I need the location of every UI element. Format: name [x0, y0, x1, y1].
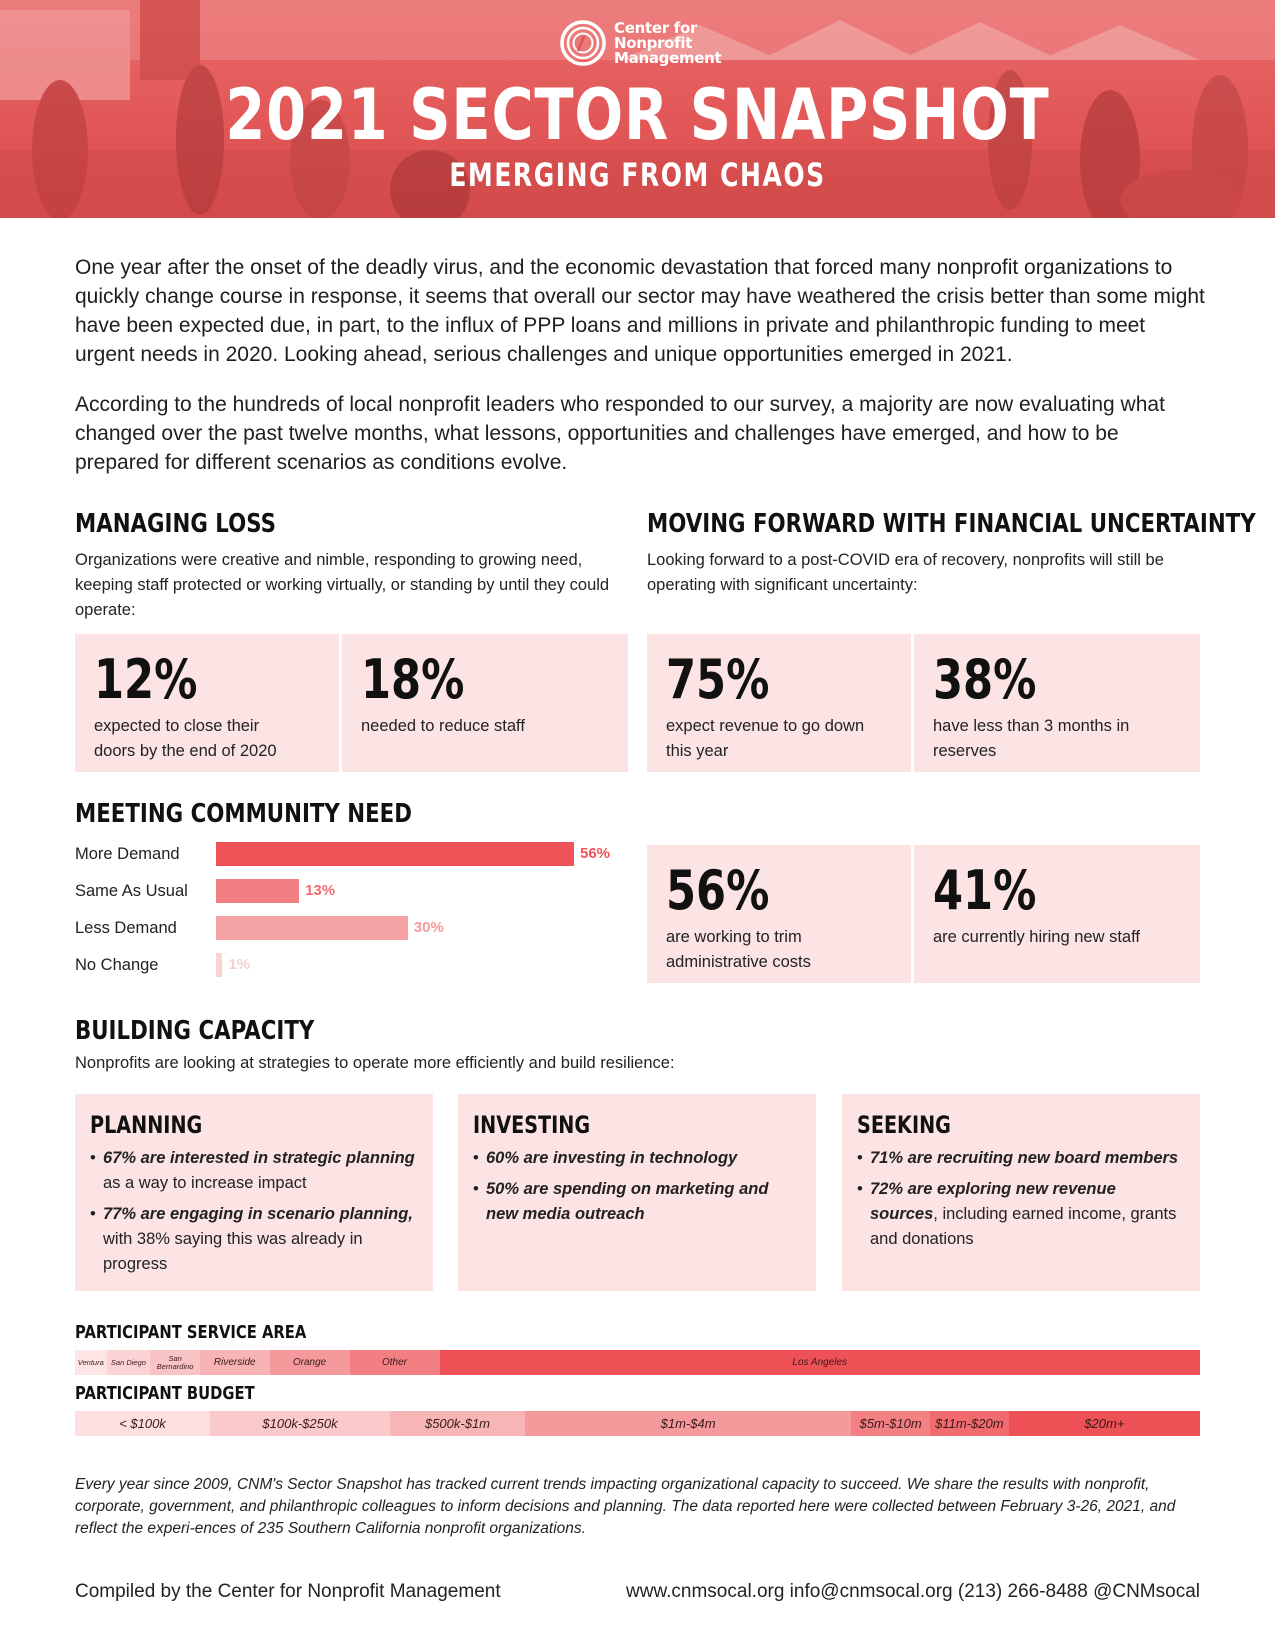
strip-segment-label: $5m-$10m [859, 1416, 922, 1431]
chart-row [75, 914, 635, 942]
item-highlight: 60% are investing in technology [486, 1149, 738, 1167]
card-list [857, 1146, 1182, 1252]
stat-value: 38% [933, 648, 1037, 711]
compiled-by: Compiled by the Center for Nonprofit Management [75, 1581, 501, 1602]
strip-segment-label: $20m+ [1084, 1416, 1125, 1431]
strip-segment [150, 1350, 200, 1375]
stat-label: are currently hiring new staff [933, 928, 1140, 946]
strip-segment-label: $11m-$20m [935, 1416, 1004, 1431]
strip-segment-label: San Bernardino [156, 1353, 194, 1371]
stat-box [914, 634, 1200, 772]
chart-bar [216, 916, 408, 940]
strip-segment-label: San Diego [110, 1357, 146, 1367]
intro-paragraph-1: One year after the onset of the deadly virus, and the economic devastation that forced many nonprofit organizations to quickly change course in response, it seems that overall our sector may have weathered the crisis better than some might have been expected due, in part, to the influx of PPP loans and millions in private and philanthropic funding to meet urgent needs in 2020. Looking ahead, serious challenges and unique opportunities emerged in 2021. [75, 256, 1205, 366]
item-highlight: 77% are engaging in scenario planning, [103, 1205, 413, 1223]
budget-heading: PARTICIPANT BUDGET [75, 1383, 255, 1404]
strip-segment [1009, 1411, 1200, 1436]
strip-segment-label: $1m-$4m [660, 1416, 716, 1431]
building-capacity-heading: BUILDING CAPACITY [75, 1016, 315, 1046]
list-item [857, 1177, 1182, 1252]
strip-segment-label: Ventura [77, 1357, 104, 1367]
chart-category-label: Same As Usual [75, 882, 188, 900]
capacity-card-investing [458, 1094, 816, 1291]
capacity-card-seeking [842, 1094, 1200, 1291]
list-item [90, 1202, 415, 1277]
chart-category-label: More Demand [75, 845, 180, 863]
card-list [473, 1146, 798, 1227]
item-text: , including earned income, grants and donations [870, 1205, 1177, 1248]
strip-segment [107, 1350, 151, 1375]
page-title: 2021 SECTOR SNAPSHOT [225, 74, 1050, 156]
cnm-logo-icon [558, 18, 608, 68]
stat-value: 12% [94, 648, 198, 711]
card-title: INVESTING [473, 1111, 591, 1139]
strip-segment-label: Orange [292, 1357, 327, 1368]
community-need-bar-chart [75, 840, 635, 990]
page-subtitle: EMERGING FROM CHAOS [449, 156, 826, 194]
chart-value-label: 13% [305, 882, 336, 899]
strip-segment-label: Los Angeles [792, 1357, 848, 1368]
building-capacity-description: Nonprofits are looking at strategies to operate more efficiently and build resilience: [75, 1054, 675, 1072]
chart-category-label: Less Demand [75, 919, 177, 937]
strip-segment-label: Riverside [213, 1357, 256, 1368]
strip-segment-label: < $100k [119, 1416, 166, 1431]
list-item [857, 1146, 1182, 1171]
managing-loss-heading: MANAGING LOSS [75, 509, 276, 539]
logo-line: Management [614, 48, 722, 67]
item-highlight: 71% are recruiting new board members [870, 1149, 1179, 1167]
strip-segment [350, 1350, 440, 1375]
strip-segment [75, 1350, 107, 1375]
strip-segment [270, 1350, 350, 1375]
budget-strip [75, 1411, 1200, 1436]
logo-line: Nonprofit [614, 33, 693, 52]
managing-loss-description: Organizations were creative and nimble, responding to growing need, keeping staff protected or working virtually, or standing by until they could operate: [75, 551, 610, 619]
list-item [473, 1146, 798, 1171]
item-text: as a way to increase impact [103, 1174, 307, 1192]
logo-wordmark [614, 18, 722, 67]
chart-row [75, 877, 635, 905]
cnm-logo [558, 18, 721, 68]
list-item [90, 1146, 415, 1196]
item-text: with 38% saying this was already in progress [103, 1230, 363, 1273]
methodology-note: Every year since 2009, CNM's Sector Snapshot has tracked current trends impacting organizational capacity to succeed. We share the results with nonprofit, corporate, government, and philanthropic colleagues to inform decisions and planning. The data reported here were collected between February 3-26, 2021, and reflect the experi-ences of 235 Southern California nonprofit organizations. [75, 1476, 1176, 1537]
chart-bar [216, 842, 574, 866]
chart-bar [216, 953, 222, 977]
stat-label: needed to reduce staff [361, 717, 525, 735]
list-item [473, 1177, 798, 1227]
stat-box [914, 845, 1200, 983]
stat-value: 75% [666, 648, 770, 711]
logo-line: Center for [614, 18, 698, 37]
card-list [90, 1146, 415, 1277]
strip-segment [930, 1411, 1009, 1436]
chart-row [75, 951, 635, 979]
strip-segment [210, 1411, 390, 1436]
chart-row [75, 840, 635, 868]
stat-box [647, 845, 911, 983]
stat-label: are working to trim administrative costs [666, 928, 811, 971]
chart-value-label: 1% [228, 956, 251, 973]
stat-value: 18% [361, 648, 465, 711]
moving-forward-description: Looking forward to a post-COVID era of recovery, nonprofits will still be operating with significant uncertainty: [647, 551, 1164, 594]
strip-segment [851, 1411, 930, 1436]
chart-value-label: 30% [413, 919, 444, 936]
chart-category-label: No Change [75, 956, 159, 974]
stat-value: 56% [666, 859, 770, 922]
moving-forward-heading: MOVING FORWARD WITH FINANCIAL UNCERTAINTY [647, 509, 1256, 539]
service-area-strip [75, 1350, 1200, 1375]
item-highlight: 67% are interested in strategic planning [103, 1149, 415, 1167]
strip-segment-label: $500k-$1m [424, 1416, 491, 1431]
card-title: PLANNING [90, 1111, 203, 1139]
intro-paragraph-2: According to the hundreds of local nonprofit leaders who responded to our survey, a majority are now evaluating what changed over the past twelve months, what lessons, opportunities and challenges have emerged, and how to be prepared for different scenarios as conditions evolve. [75, 393, 1165, 474]
card-title: SEEKING [857, 1111, 951, 1139]
strip-segment [75, 1411, 210, 1436]
stat-box [647, 634, 911, 772]
stat-label: expected to close their doors by the end of 2020 [94, 717, 277, 760]
strip-segment [390, 1411, 525, 1436]
strip-segment [200, 1350, 270, 1375]
strip-segment [525, 1411, 851, 1436]
strip-segment [440, 1350, 1201, 1375]
stat-value: 41% [933, 859, 1037, 922]
chart-value-label: 56% [580, 845, 611, 862]
chart-bar [216, 879, 299, 903]
item-highlight: 50% are spending on marketing and new media outreach [486, 1180, 769, 1223]
stat-box [75, 634, 339, 772]
contact-info: www.cnmsocal.org info@cnmsocal.org (213) 266-8488 @CNMsocal [626, 1581, 1200, 1602]
hero-banner [0, 0, 1275, 218]
community-need-heading: MEETING COMMUNITY NEED [75, 799, 412, 829]
stat-label: expect revenue to go down this year [666, 717, 865, 760]
strip-segment-label: $100k-$250k [262, 1416, 338, 1431]
capacity-card-planning [75, 1094, 433, 1291]
stat-label: have less than 3 months in reserves [933, 717, 1130, 760]
service-area-heading: PARTICIPANT SERVICE AREA [75, 1322, 307, 1343]
strip-segment-label: Other [381, 1357, 407, 1368]
stat-box [342, 634, 628, 772]
item-highlight: 72% are exploring new revenue sources [870, 1180, 1116, 1223]
